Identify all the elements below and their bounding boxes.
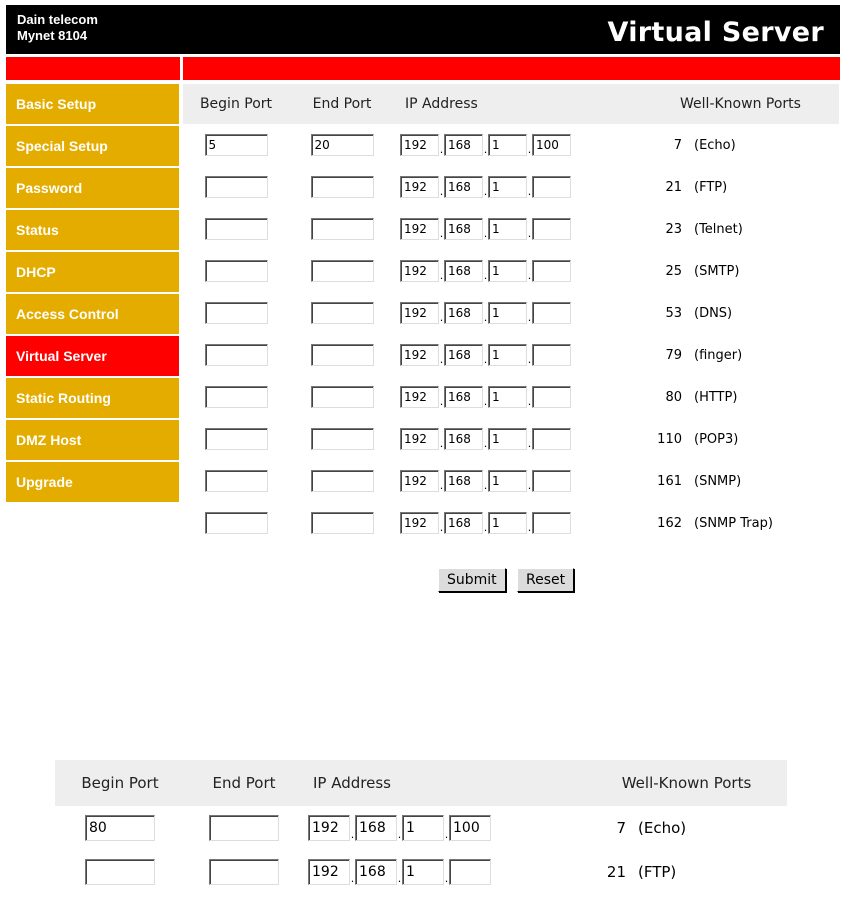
well-known-port-service: (finger) <box>694 347 743 363</box>
ip-octet-2-input[interactable] <box>444 470 483 492</box>
ip-address-cell <box>395 250 642 292</box>
end-port-cell <box>185 806 303 850</box>
begin-port-cell <box>183 166 289 208</box>
page-title: Virtual Server <box>607 17 824 48</box>
ip-octet-4-input[interactable] <box>532 344 571 366</box>
begin-port-input[interactable] <box>205 344 268 366</box>
ip-dot: . <box>444 828 449 841</box>
ip-octet-4-input[interactable] <box>532 218 571 240</box>
ip-address-cell <box>395 166 642 208</box>
ip-dot: . <box>483 479 488 492</box>
begin-port-input[interactable] <box>85 859 155 885</box>
table-row <box>183 334 839 376</box>
ip-dot: . <box>350 828 355 841</box>
zoom-header-end-port: End Port <box>185 760 303 806</box>
well-known-port-service: (Echo) <box>694 137 736 153</box>
ip-dot: . <box>527 311 532 324</box>
ip-octet-4-input[interactable] <box>532 134 571 156</box>
ip-octet-4-input[interactable] <box>449 815 491 841</box>
ip-address-cell <box>395 376 642 418</box>
well-known-port-cell <box>642 418 839 460</box>
ip-octet-4-input[interactable] <box>532 470 571 492</box>
well-known-port-service: (POP3) <box>694 431 739 447</box>
brand <box>17 12 98 44</box>
sidebar-item-access-control[interactable]: Access Control <box>6 294 179 334</box>
end-port-input[interactable] <box>311 512 374 534</box>
ip-address-cell <box>395 208 642 250</box>
end-port-input[interactable] <box>311 428 374 450</box>
begin-port-cell <box>183 334 289 376</box>
begin-port-input[interactable] <box>205 512 268 534</box>
ip-dot: . <box>350 872 355 885</box>
end-port-cell <box>289 376 395 418</box>
ip-octet-1-input[interactable] <box>400 344 439 366</box>
ip-octet-2-input[interactable] <box>355 859 397 885</box>
zoom-header-begin-port: Begin Port <box>55 760 185 806</box>
begin-port-cell <box>183 418 289 460</box>
well-known-port-number: 80 <box>665 389 682 405</box>
ip-octet-4-input[interactable] <box>532 176 571 198</box>
brand-name: Dain telecom <box>17 12 98 27</box>
sidebar-item-special-setup[interactable]: Special Setup <box>6 126 179 166</box>
ip-octet-3-input[interactable] <box>488 176 527 198</box>
ip-dot: . <box>483 521 488 534</box>
ip-address-cell <box>303 850 586 894</box>
well-known-port-cell <box>642 334 839 376</box>
begin-port-cell <box>55 806 185 850</box>
ip-dot: . <box>439 521 444 534</box>
ip-octet-2-input[interactable] <box>444 512 483 534</box>
well-known-port-number: 25 <box>665 263 682 279</box>
well-known-port-number: 21 <box>665 179 682 195</box>
begin-port-input[interactable] <box>205 176 268 198</box>
ip-octet-2-input[interactable] <box>355 815 397 841</box>
well-known-port-service: (SMTP) <box>694 263 740 279</box>
sidebar-item-static-routing[interactable]: Static Routing <box>6 378 179 418</box>
ip-octet-2-input[interactable] <box>444 428 483 450</box>
end-port-input[interactable] <box>311 218 374 240</box>
well-known-port-cell <box>642 250 839 292</box>
ip-octet-2-input[interactable] <box>444 176 483 198</box>
ip-dot: . <box>444 872 449 885</box>
ip-dot: . <box>439 185 444 198</box>
end-port-cell <box>289 418 395 460</box>
submit-button[interactable]: Submit <box>438 568 506 592</box>
ip-address-cell <box>395 124 642 166</box>
sidebar-item-virtual-server[interactable]: Virtual Server <box>6 336 179 376</box>
sidebar-nav <box>6 84 179 504</box>
sidebar-item-dhcp[interactable]: DHCP <box>6 252 179 292</box>
model-name: Mynet 8104 <box>17 28 88 43</box>
ip-dot: . <box>397 872 402 885</box>
ip-octet-2-input[interactable] <box>444 218 483 240</box>
begin-port-cell <box>183 292 289 334</box>
well-known-port-number: 162 <box>657 515 682 531</box>
end-port-cell <box>289 208 395 250</box>
well-known-port-service: (DNS) <box>694 305 733 321</box>
ip-octet-3-input[interactable] <box>402 859 444 885</box>
end-port-cell <box>289 250 395 292</box>
end-port-input[interactable] <box>209 859 279 885</box>
ip-dot: . <box>527 143 532 156</box>
ip-octet-1-input[interactable] <box>400 386 439 408</box>
end-port-cell <box>185 850 303 894</box>
ip-octet-4-input[interactable] <box>532 428 571 450</box>
header-end-port: End Port <box>289 84 395 124</box>
ip-octet-1-input[interactable] <box>400 512 439 534</box>
well-known-port-service: (FTP) <box>694 179 728 195</box>
ip-dot: . <box>483 227 488 240</box>
ip-dot: . <box>439 395 444 408</box>
ip-dot: . <box>527 437 532 450</box>
ip-address-cell <box>303 806 586 850</box>
ip-dot: . <box>527 479 532 492</box>
table-row <box>183 124 839 166</box>
ip-octet-2-input[interactable] <box>444 260 483 282</box>
end-port-input[interactable] <box>311 470 374 492</box>
begin-port-input[interactable] <box>205 134 268 156</box>
ip-octet-3-input[interactable] <box>488 302 527 324</box>
well-known-port-number: 161 <box>657 473 682 489</box>
ip-dot: . <box>439 479 444 492</box>
ip-octet-3-input[interactable] <box>488 218 527 240</box>
ip-dot: . <box>483 269 488 282</box>
ip-octet-3-input[interactable] <box>488 134 527 156</box>
ip-octet-1-input[interactable] <box>400 470 439 492</box>
ip-address-cell <box>395 418 642 460</box>
well-known-port-service: (Echo) <box>638 819 687 837</box>
ip-octet-3-input[interactable] <box>488 470 527 492</box>
table-row <box>183 502 839 544</box>
begin-port-cell <box>55 850 185 894</box>
well-known-port-number: 7 <box>616 819 626 837</box>
table-row <box>183 418 839 460</box>
ip-octet-3-input[interactable] <box>488 428 527 450</box>
well-known-port-service: (SNMP) <box>694 473 742 489</box>
begin-port-input[interactable] <box>205 470 268 492</box>
well-known-port-service: (HTTP) <box>694 389 738 405</box>
ip-dot: . <box>439 143 444 156</box>
ip-dot: . <box>483 437 488 450</box>
begin-port-input[interactable] <box>205 302 268 324</box>
ip-address-cell <box>395 460 642 502</box>
ip-dot: . <box>483 311 488 324</box>
ip-dot: . <box>439 269 444 282</box>
well-known-port-service: (FTP) <box>638 863 677 881</box>
zoom-table-row <box>55 806 787 850</box>
begin-port-input[interactable] <box>205 218 268 240</box>
ip-dot: . <box>483 395 488 408</box>
ip-octet-3-input[interactable] <box>488 512 527 534</box>
zoom-header-well-known-ports: Well-Known Ports <box>586 760 787 806</box>
begin-port-input[interactable] <box>85 815 155 841</box>
header-ip-address: IP Address <box>395 84 642 124</box>
end-port-input[interactable] <box>311 176 374 198</box>
end-port-cell <box>289 292 395 334</box>
begin-port-cell <box>183 460 289 502</box>
ip-dot: . <box>397 828 402 841</box>
end-port-input[interactable] <box>209 815 279 841</box>
end-port-cell <box>289 334 395 376</box>
begin-port-cell <box>183 250 289 292</box>
well-known-port-number: 7 <box>673 137 682 153</box>
ip-dot: . <box>527 395 532 408</box>
ip-octet-2-input[interactable] <box>444 344 483 366</box>
ip-dot: . <box>527 185 532 198</box>
ip-octet-4-input[interactable] <box>532 512 571 534</box>
end-port-input[interactable] <box>311 260 374 282</box>
begin-port-cell <box>183 124 289 166</box>
ip-octet-1-input[interactable] <box>400 218 439 240</box>
ip-octet-4-input[interactable] <box>532 302 571 324</box>
virtual-server-table <box>183 84 839 544</box>
end-port-cell <box>289 124 395 166</box>
ip-octet-3-input[interactable] <box>402 815 444 841</box>
reset-button[interactable]: Reset <box>517 568 574 592</box>
ip-dot: . <box>527 353 532 366</box>
ip-dot: . <box>483 185 488 198</box>
well-known-port-cell <box>642 376 839 418</box>
well-known-port-cell <box>642 208 839 250</box>
begin-port-cell <box>183 502 289 544</box>
ip-octet-1-input[interactable] <box>400 428 439 450</box>
well-known-port-cell <box>586 806 787 850</box>
begin-port-cell <box>183 208 289 250</box>
well-known-port-number: 53 <box>665 305 682 321</box>
end-port-cell <box>289 502 395 544</box>
table-row <box>183 460 839 502</box>
well-known-port-number: 79 <box>665 347 682 363</box>
end-port-input[interactable] <box>311 134 374 156</box>
ip-octet-2-input[interactable] <box>444 134 483 156</box>
ip-octet-1-input[interactable] <box>308 859 350 885</box>
well-known-port-cell <box>586 850 787 894</box>
header-begin-port: Begin Port <box>183 84 289 124</box>
ip-octet-3-input[interactable] <box>488 386 527 408</box>
table-row <box>183 292 839 334</box>
ip-address-cell <box>395 502 642 544</box>
begin-port-input[interactable] <box>205 386 268 408</box>
end-port-input[interactable] <box>311 344 374 366</box>
zoom-header-row <box>55 760 787 806</box>
begin-port-input[interactable] <box>205 260 268 282</box>
well-known-port-cell <box>642 124 839 166</box>
accent-bar-right <box>183 57 840 80</box>
begin-port-cell <box>183 376 289 418</box>
well-known-port-number: 23 <box>665 221 682 237</box>
header-well-known-ports: Well-Known Ports <box>642 84 839 124</box>
zoomed-virtual-server-table <box>55 760 787 894</box>
ip-dot: . <box>483 143 488 156</box>
table-row <box>183 250 839 292</box>
sidebar-item-status[interactable]: Status <box>6 210 179 250</box>
sidebar-item-dmz-host[interactable]: DMZ Host <box>6 420 179 460</box>
end-port-input[interactable] <box>311 302 374 324</box>
table-header-row <box>183 84 839 124</box>
ip-octet-3-input[interactable] <box>488 344 527 366</box>
header-bar <box>6 5 840 54</box>
well-known-port-number: 110 <box>657 431 682 447</box>
accent-bar-left <box>6 57 180 80</box>
ip-octet-4-input[interactable] <box>532 386 571 408</box>
well-known-port-cell <box>642 460 839 502</box>
ip-address-cell <box>395 292 642 334</box>
end-port-cell <box>289 166 395 208</box>
ip-octet-1-input[interactable] <box>308 815 350 841</box>
ip-dot: . <box>527 521 532 534</box>
ip-dot: . <box>439 353 444 366</box>
well-known-port-cell <box>642 292 839 334</box>
ip-octet-2-input[interactable] <box>444 302 483 324</box>
ip-octet-1-input[interactable] <box>400 176 439 198</box>
well-known-port-number: 21 <box>606 863 626 881</box>
sidebar-item-password[interactable]: Password <box>6 168 179 208</box>
table-row <box>183 376 839 418</box>
ip-dot: . <box>483 353 488 366</box>
table-row <box>183 166 839 208</box>
ip-dot: . <box>439 437 444 450</box>
well-known-port-cell <box>642 502 839 544</box>
zoom-header-ip-address: IP Address <box>303 760 586 806</box>
ip-octet-1-input[interactable] <box>400 134 439 156</box>
ip-octet-4-input[interactable] <box>449 859 491 885</box>
end-port-cell <box>289 460 395 502</box>
ip-dot: . <box>527 269 532 282</box>
well-known-port-cell <box>642 166 839 208</box>
zoom-table-row <box>55 850 787 894</box>
well-known-port-service: (SNMP Trap) <box>694 515 773 531</box>
ip-dot: . <box>527 227 532 240</box>
begin-port-input[interactable] <box>205 428 268 450</box>
sidebar-item-basic-setup[interactable]: Basic Setup <box>6 84 179 124</box>
ip-dot: . <box>439 227 444 240</box>
ip-octet-2-input[interactable] <box>444 386 483 408</box>
ip-dot: . <box>439 311 444 324</box>
table-row <box>183 208 839 250</box>
ip-address-cell <box>395 334 642 376</box>
end-port-input[interactable] <box>311 386 374 408</box>
well-known-port-service: (Telnet) <box>694 221 743 237</box>
ip-octet-1-input[interactable] <box>400 260 439 282</box>
ip-octet-3-input[interactable] <box>488 260 527 282</box>
ip-octet-1-input[interactable] <box>400 302 439 324</box>
ip-octet-4-input[interactable] <box>532 260 571 282</box>
sidebar-item-upgrade[interactable]: Upgrade <box>6 462 179 502</box>
